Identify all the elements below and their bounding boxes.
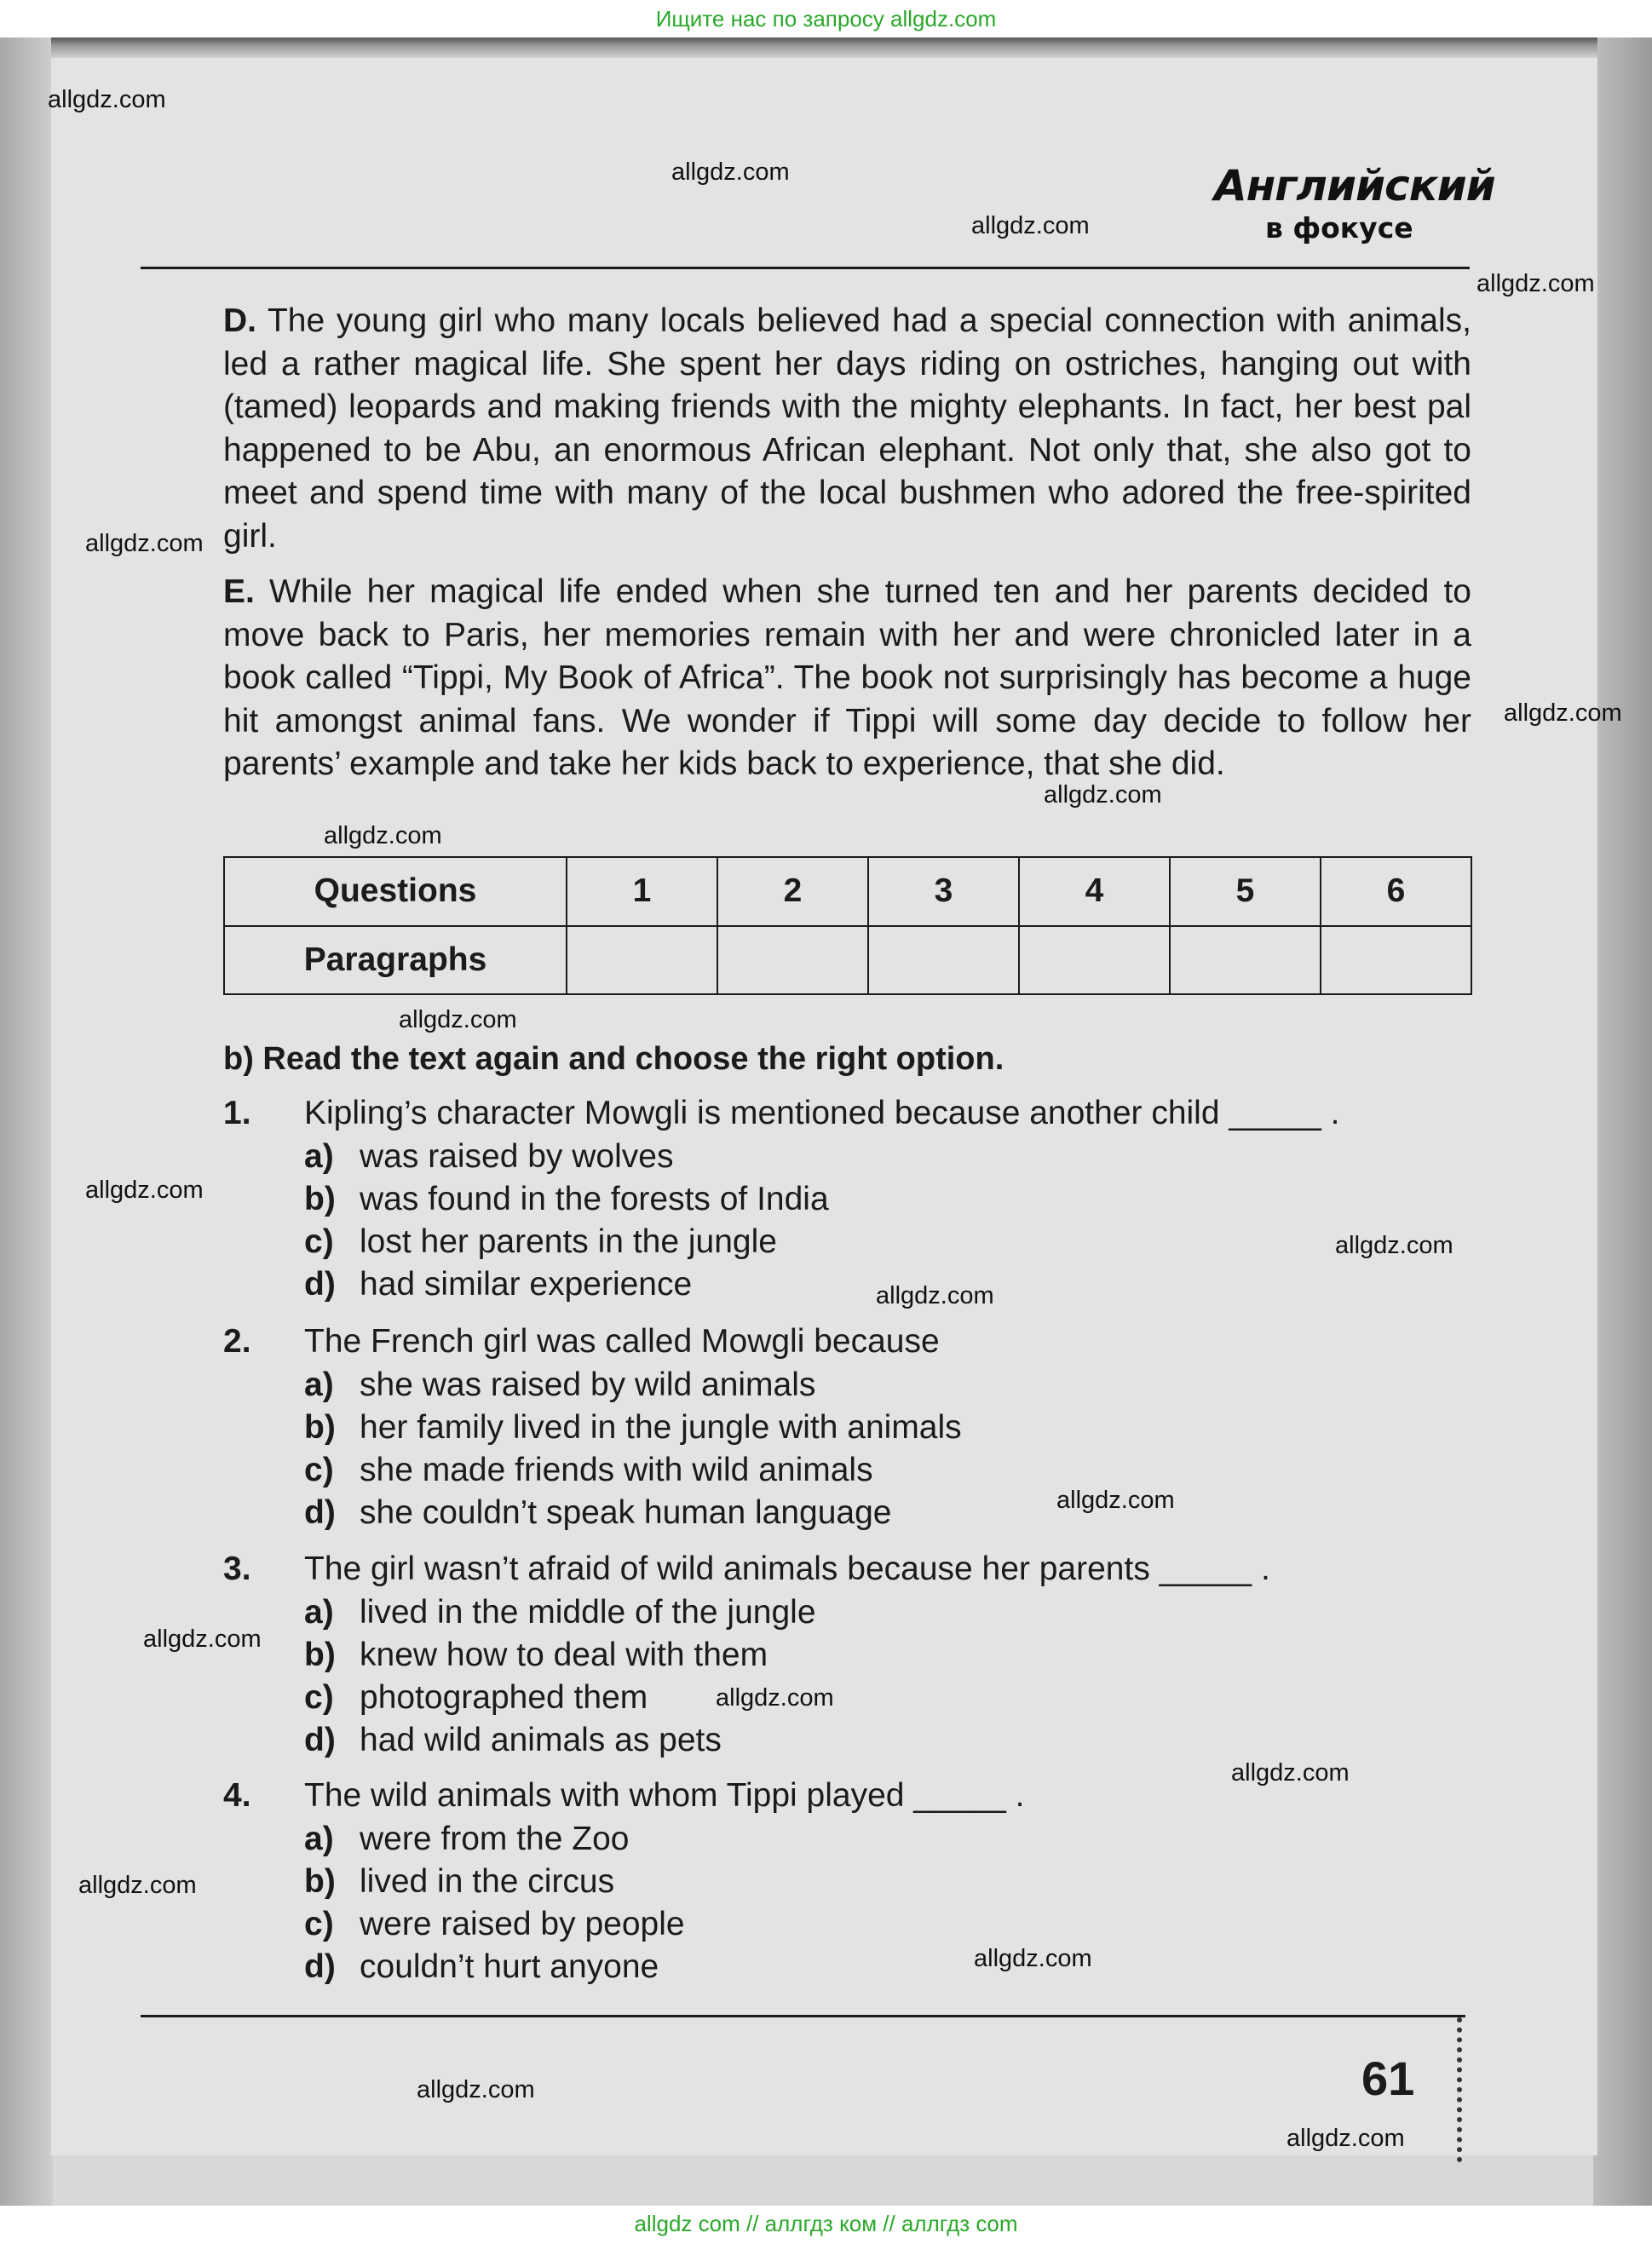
- option-letter: d): [304, 1722, 336, 1758]
- watermark: allgdz.com: [1504, 699, 1622, 727]
- question-number: 2.: [223, 1323, 251, 1360]
- watermark: allgdz.com: [1044, 781, 1162, 808]
- footer-rule: [141, 2015, 1465, 2017]
- table-col-2: 2: [717, 857, 868, 926]
- watermark: allgdz.com: [1231, 1759, 1350, 1787]
- watermark: allgdz.com: [48, 86, 166, 113]
- option-1c[interactable]: [304, 1223, 777, 1261]
- option-text: couldn’t hurt anyone: [360, 1948, 659, 1985]
- logo: [1214, 161, 1495, 264]
- paragraph-e-letter: E.: [223, 573, 255, 610]
- option-3b[interactable]: [304, 1637, 768, 1674]
- watermark: allgdz.com: [78, 1872, 197, 1899]
- option-text: she couldn’t speak human language: [360, 1494, 892, 1531]
- table-col-4: 4: [1019, 857, 1170, 926]
- paragraph-d: [223, 300, 1471, 558]
- watermark: allgdz.com: [1335, 1232, 1453, 1259]
- answer-cell-5[interactable]: [1170, 926, 1321, 995]
- option-text: were raised by people: [360, 1906, 685, 1942]
- logo-subtitle: в фокусе: [1265, 211, 1413, 245]
- option-2a[interactable]: [304, 1367, 815, 1404]
- option-4a[interactable]: [304, 1821, 629, 1858]
- question-4: [223, 1777, 1024, 1815]
- table-col-6: 6: [1321, 857, 1471, 926]
- option-4c[interactable]: [304, 1906, 685, 1943]
- section-b-heading: b) Read the text again and choose the right option.: [223, 1041, 1004, 1077]
- option-text: was raised by wolves: [360, 1138, 674, 1175]
- table-header-paragraphs: Paragraphs: [224, 926, 567, 995]
- option-letter: c): [304, 1223, 334, 1260]
- answer-cell-1[interactable]: [567, 926, 717, 995]
- option-letter: a): [304, 1821, 334, 1857]
- option-3a[interactable]: [304, 1594, 816, 1631]
- watermark: allgdz.com: [1056, 1487, 1175, 1514]
- option-letter: c): [304, 1906, 334, 1942]
- watermark: allgdz.com: [1286, 2125, 1405, 2152]
- page-edge-dots: [1457, 2017, 1467, 2162]
- option-text: were from the Zoo: [360, 1821, 630, 1857]
- option-text: photographed them: [360, 1679, 648, 1716]
- answer-cell-2[interactable]: [717, 926, 868, 995]
- option-letter: c): [304, 1452, 334, 1488]
- answer-cell-3[interactable]: [868, 926, 1019, 995]
- top-banner[interactable]: Ищите нас по запросу allgdz.com: [655, 6, 997, 32]
- watermark: allgdz.com: [85, 530, 204, 557]
- option-text: she made friends with wild animals: [360, 1452, 873, 1488]
- left-shadow: [0, 37, 53, 2206]
- watermark: allgdz.com: [971, 212, 1090, 239]
- option-text: she was raised by wild animals: [360, 1367, 816, 1403]
- top-edge-shadow: [51, 37, 1597, 58]
- watermark: allgdz.com: [417, 2076, 535, 2103]
- table-col-3: 3: [868, 857, 1019, 926]
- option-text: lost her parents in the jungle: [360, 1223, 777, 1260]
- header-rule: [141, 267, 1470, 269]
- table-header-questions: Questions: [224, 857, 567, 926]
- option-2d[interactable]: [304, 1494, 891, 1532]
- option-2b[interactable]: [304, 1409, 962, 1447]
- page-number: 61: [1361, 2051, 1415, 2105]
- option-4d[interactable]: [304, 1948, 659, 1986]
- watermark: allgdz.com: [143, 1625, 262, 1653]
- option-letter: a): [304, 1367, 334, 1403]
- answer-cell-6[interactable]: [1321, 926, 1471, 995]
- table-col-5: 5: [1170, 857, 1321, 926]
- watermark: allgdz.com: [324, 822, 442, 849]
- option-letter: a): [304, 1594, 334, 1631]
- option-text: lived in the middle of the jungle: [360, 1594, 816, 1631]
- option-1a[interactable]: [304, 1138, 673, 1176]
- paragraph-d-letter: D.: [223, 302, 256, 339]
- paragraph-e: [223, 571, 1471, 786]
- watermark: allgdz.com: [399, 1006, 517, 1033]
- option-text: was found in the forests of India: [360, 1181, 829, 1217]
- table-row-questions: [224, 857, 1471, 926]
- option-letter: c): [304, 1679, 334, 1716]
- option-letter: d): [304, 1266, 336, 1303]
- answer-table: [223, 856, 1472, 995]
- option-3c[interactable]: [304, 1679, 648, 1717]
- option-text: her family lived in the jungle with animals: [360, 1409, 962, 1446]
- option-letter: d): [304, 1494, 336, 1531]
- watermark: allgdz.com: [1476, 270, 1595, 297]
- table-col-1: 1: [567, 857, 717, 926]
- watermark: allgdz.com: [876, 1282, 994, 1309]
- option-letter: b): [304, 1637, 336, 1673]
- watermark: allgdz.com: [716, 1684, 834, 1712]
- question-text: The wild animals with whom Tippi played _____ .: [304, 1777, 1025, 1814]
- watermark: allgdz.com: [974, 1945, 1092, 1972]
- watermark: allgdz.com: [671, 158, 790, 186]
- logo-title: Английский: [1214, 161, 1495, 210]
- question-3: [223, 1551, 1270, 1588]
- question-number: 1.: [223, 1095, 251, 1131]
- option-text: lived in the circus: [360, 1863, 615, 1900]
- option-1d[interactable]: [304, 1266, 692, 1303]
- option-3d[interactable]: [304, 1722, 722, 1759]
- question-2: [223, 1323, 940, 1361]
- question-number: 4.: [223, 1777, 251, 1814]
- question-number: 3.: [223, 1551, 251, 1587]
- right-shadow: [1593, 37, 1652, 2206]
- question-text: Kipling’s character Mowgli is mentioned because another child _____ .: [304, 1095, 1340, 1131]
- question-text: The girl wasn’t afraid of wild animals because her parents _____ .: [304, 1551, 1270, 1587]
- option-text: had similar experience: [360, 1266, 693, 1303]
- option-text: knew how to deal with them: [360, 1637, 768, 1673]
- paragraph-e-text: While her magical life ended when she turned ten and her parents decided to move back to Paris, her memories remain with her and were chronicled later in a book called “Tippi, My Book of Africa”. The book not surprisingly has become a huge hit amongst animal fans. We wonder if Tippi will some day decide to follow her parents’ example and take her kids back to experience, that she did.: [223, 573, 1471, 782]
- watermark: allgdz.com: [85, 1177, 204, 1204]
- option-1b[interactable]: [304, 1181, 829, 1218]
- option-letter: a): [304, 1138, 334, 1175]
- bottom-banner[interactable]: allgdz com // аллгдз ком // аллгдз com: [634, 2211, 1018, 2236]
- paragraph-d-text: The young girl who many locals believed had a special connection with animals, led a rather magical life. She spent her days riding on ostriches, hanging out with (tamed) leopards and making friends with the mighty elephants. In fact, her best pal happened to be Abu, an enormous African elephant. Not only that, she also got to meet and spend time with many of the local bushmen who adored the free-spirited girl.: [223, 302, 1471, 555]
- option-2c[interactable]: [304, 1452, 873, 1489]
- option-letter: b): [304, 1863, 336, 1900]
- answer-cell-4[interactable]: [1019, 926, 1170, 995]
- option-letter: d): [304, 1948, 336, 1985]
- option-text: had wild animals as pets: [360, 1722, 722, 1758]
- option-4b[interactable]: [304, 1863, 614, 1901]
- option-letter: b): [304, 1409, 336, 1446]
- table-row-paragraphs: [224, 926, 1471, 995]
- option-letter: b): [304, 1181, 336, 1217]
- question-text: The French girl was called Mowgli because: [304, 1323, 940, 1360]
- question-1: [223, 1095, 1340, 1132]
